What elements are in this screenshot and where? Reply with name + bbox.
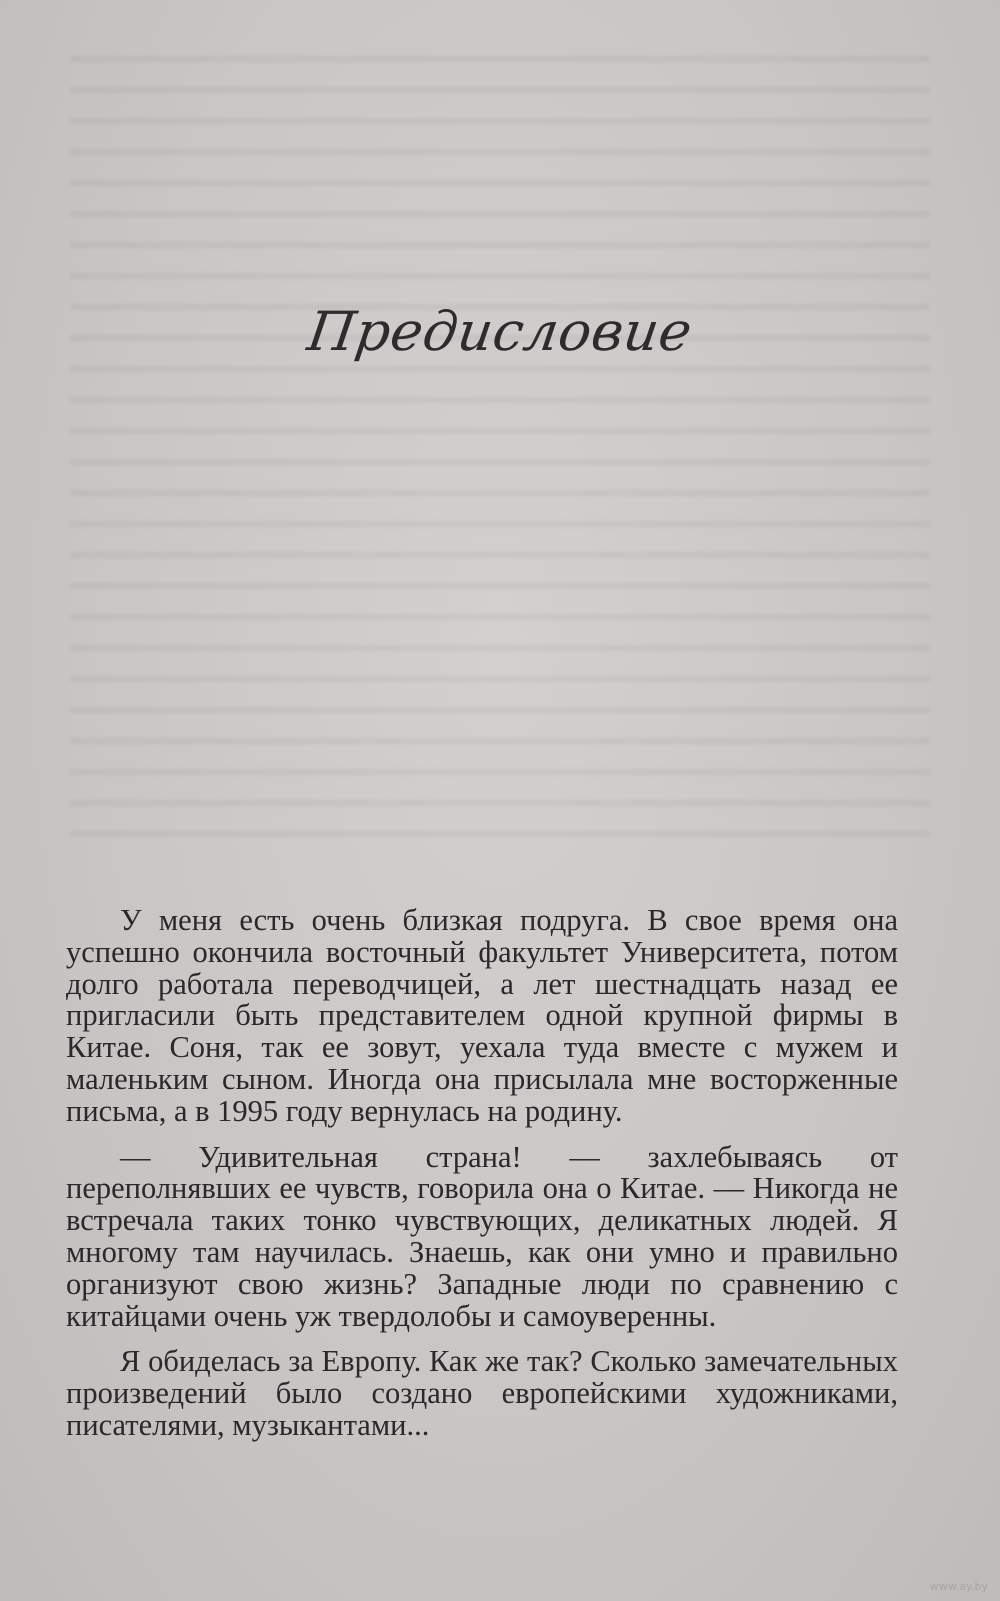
site-watermark: www.ay.by [929,1580,988,1593]
paragraph-2: — Удивительная страна! — захлебываясь от переполнявших ее чувств, говорила она о Китае. — Никогда не встречала таких тонко чувствующих, деликатных людей. Я многому там научилась. Знаешь, как они умно и правильно организуют свою жизнь? Западные люди по сравнению с китайцами очень уж твердолобы и самоуверенны. [66,1139,898,1333]
chapter-heading: Предисловие [303,300,697,363]
body-text [66,905,898,1442]
show-through-text [70,40,930,860]
paragraph-1: У меня есть очень близкая подруга. В свое время она успешно окончила восточный факультет Университета, потом долго работала переводчицей, а лет шестнадцать назад ее пригласили быть представителем одной крупной фирмы в Китае. Соня, так ее зовут, уехала туда вместе с мужем и маленьким сыном. Иногда она присылала мне восторженные письма, а в 1995 году вернулась на родину. [66,903,898,1128]
paragraph-3: Я обиделась за Европу. Как же так? Сколько замечательных произведений было создано европейскими художниками, писателями, музыкантами... [66,1344,898,1442]
